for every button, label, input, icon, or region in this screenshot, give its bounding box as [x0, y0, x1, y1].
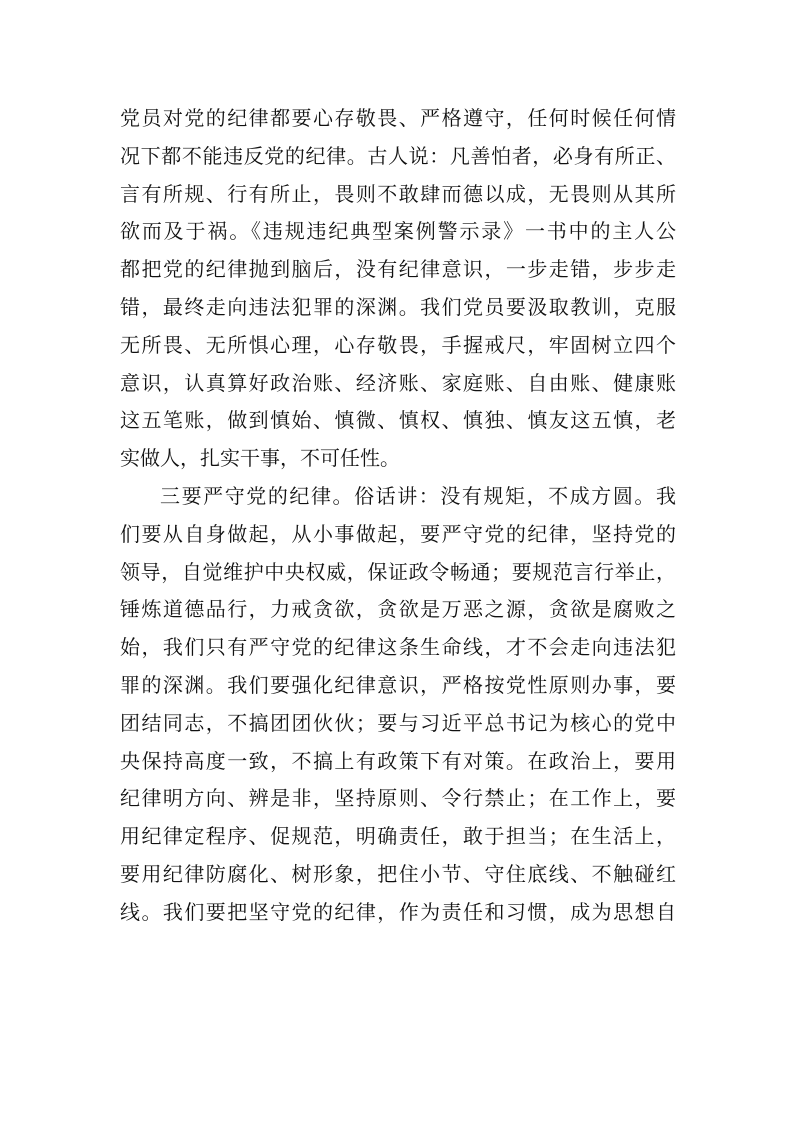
text-line: 三要严守党的纪律。俗话讲：没有规矩，不成方圆。我 — [160, 483, 676, 508]
text-line: 领导，自觉维护中央权威，保证政令畅通；要规范言行举止， — [120, 559, 676, 584]
text-line: 欲而及于祸。《违规违纪典型案例警示录》一书中的主人公 — [120, 219, 676, 244]
text-line: 罪的深渊。我们要强化纪律意识，严格按党性原则办事，要 — [120, 672, 676, 697]
text-line: 无所畏、无所惧心理，心存敬畏，手握戒尺，牢固树立四个 — [120, 332, 676, 357]
text-line: 纪律明方向、辨是非，坚持原则、令行禁止；在工作上，要 — [120, 786, 676, 811]
text-line: 用纪律定程序、促规范，明确责任，敢于担当；在生活上， — [120, 824, 676, 849]
text-line: 央保持高度一致，不搞上有政策下有对策。在政治上，要用 — [120, 748, 676, 773]
text-line: 实做人，扎实干事，不可任性。 — [120, 446, 400, 471]
text-line: 言有所规、行有所止，畏则不敢肆而德以成，无畏则从其所 — [120, 181, 676, 206]
paragraph-2 — [120, 478, 676, 932]
text-line: 意识，认真算好政治账、经济账、家庭账、自由账、健康账 — [120, 370, 676, 395]
text-line: 况下都不能违反党的纪律。古人说：凡善怕者，必身有所正、 — [120, 143, 676, 168]
text-line: 党员对党的纪律都要心存敬畏、严格遵守，任何时候任何情 — [120, 106, 676, 130]
text-line: 始，我们只有严守党的纪律这条生命线，才不会走向违法犯 — [120, 635, 676, 660]
text-line: 错，最终走向违法犯罪的深渊。我们党员要汲取教训，克服 — [120, 294, 676, 319]
text-line: 都把党的纪律抛到脑后，没有纪律意识，一步走错，步步走 — [120, 257, 676, 282]
paragraph-1 — [120, 100, 676, 478]
text-line: 线。我们要把坚守党的纪律，作为责任和习惯，成为思想自 — [120, 899, 676, 924]
text-line: 团结同志，不搞团团伙伙；要与习近平总书记为核心的党中 — [120, 710, 676, 735]
text-line: 们要从自身做起，从小事做起，要严守党的纪律，坚持党的 — [120, 521, 676, 546]
text-line: 要用纪律防腐化、树形象，把住小节、守住底线、不触碰红 — [120, 861, 676, 886]
text-line: 这五笔账，做到慎始、慎微、慎权、慎独、慎友这五慎，老 — [120, 408, 676, 433]
document-body — [120, 100, 676, 932]
text-line: 锤炼道德品行，力戒贪欲，贪欲是万恶之源，贪欲是腐败之 — [120, 597, 676, 622]
